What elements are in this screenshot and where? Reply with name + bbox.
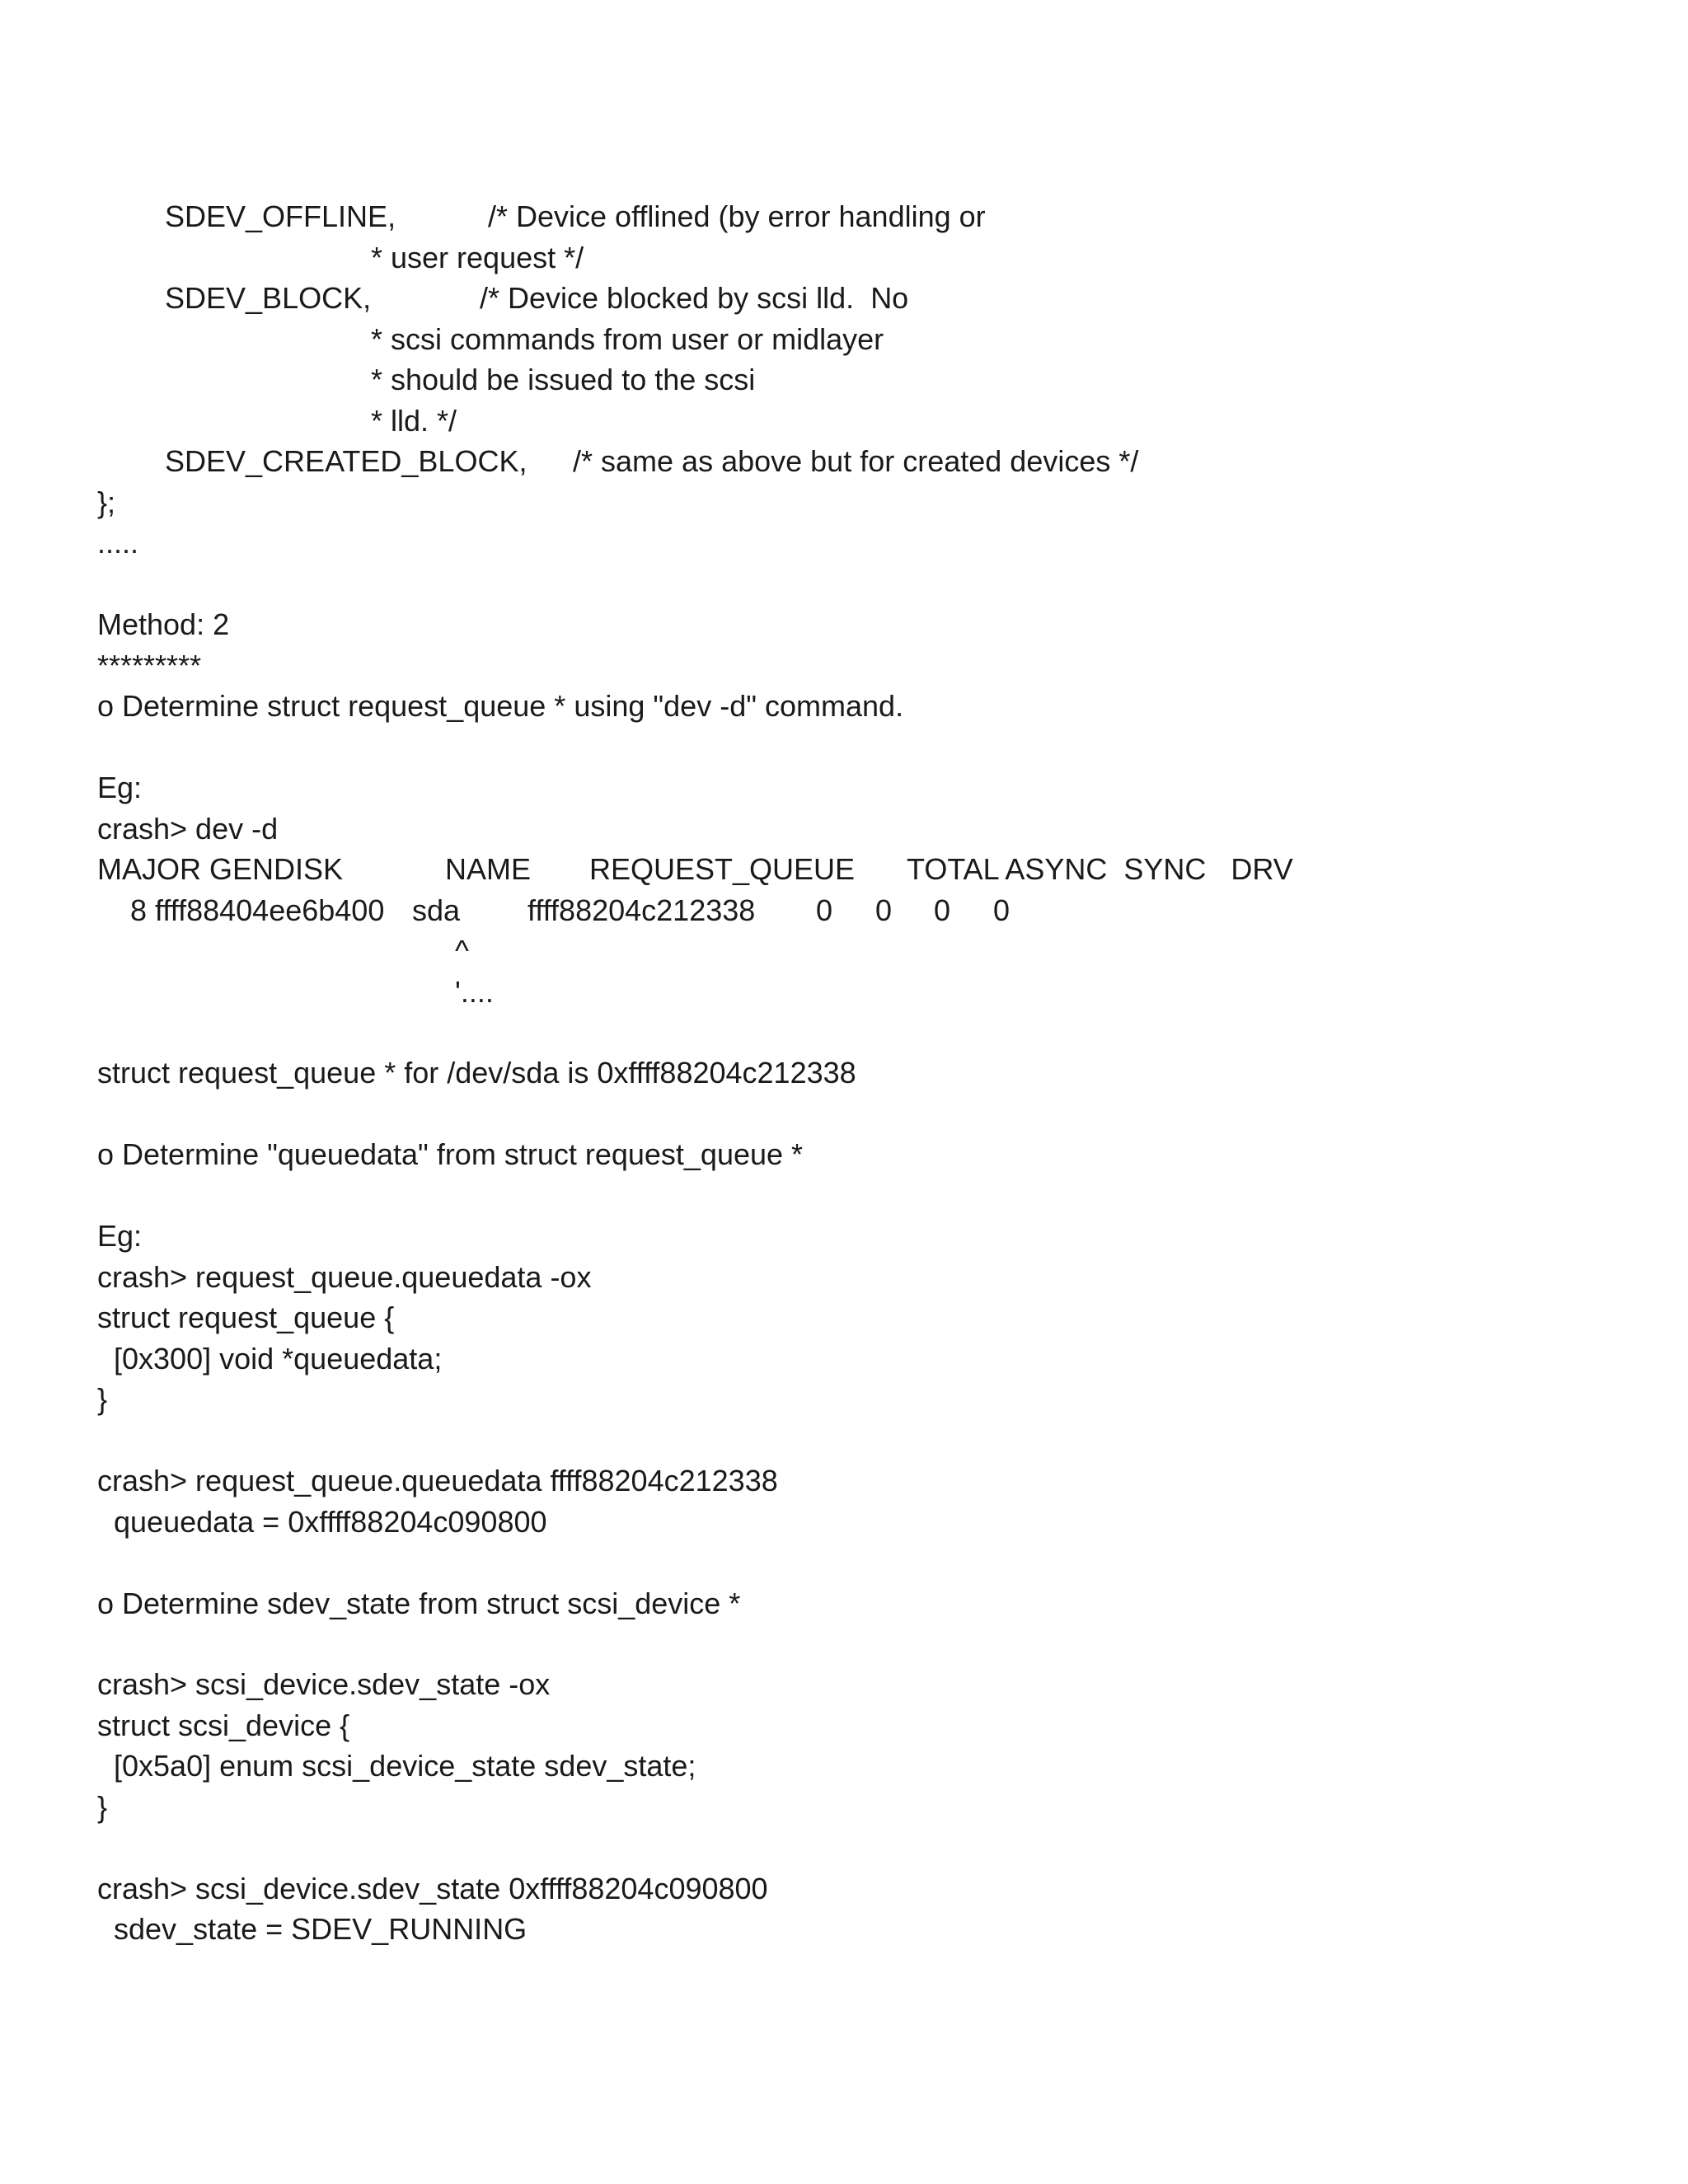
text-line: struct request_queue {: [97, 1301, 395, 1334]
text-line: o Determine "queuedata" from struct request_queue *: [97, 1137, 804, 1171]
text-line: * user request */: [371, 241, 584, 274]
text-line: o Determine struct request_queue * using "dev -d" command.: [97, 689, 904, 723]
text-line: Eg:: [97, 1219, 143, 1253]
text-line: 0: [816, 893, 833, 927]
text-line: 8 ffff88404ee6b400: [130, 893, 385, 927]
text-line: crash> request_queue.queuedata -ox: [97, 1260, 592, 1294]
text-line: [0x300] void *queuedata;: [114, 1342, 443, 1376]
text-line: }: [97, 1382, 108, 1416]
text-line: *********: [97, 649, 202, 682]
text-line: ffff88204c212338: [528, 893, 756, 927]
text-line: REQUEST_QUEUE: [589, 852, 856, 886]
text-line: .....: [97, 526, 139, 560]
text-line: crash> request_queue.queuedata ffff88204c212338: [97, 1464, 778, 1497]
text-line: Method: 2: [97, 607, 230, 641]
text-line: SDEV_BLOCK,: [165, 281, 372, 315]
text-line: 0: [875, 893, 893, 927]
text-line: * should be issued to the scsi: [371, 363, 756, 396]
text-line: * lld. */: [371, 404, 457, 438]
text-line: ^: [455, 934, 469, 968]
text-line: /* same as above but for created devices */: [573, 444, 1139, 478]
text-line: Eg:: [97, 771, 143, 804]
text-line: sdev_state = SDEV_RUNNING: [114, 1912, 528, 1946]
text-line: queuedata = 0xffff88204c090800: [114, 1505, 547, 1539]
text-line: 0: [934, 893, 951, 927]
text-line: /* Device offlined (by error handling or: [488, 199, 986, 233]
text-line: sda: [412, 893, 461, 927]
text-line: };: [97, 485, 116, 519]
text-line: crash> scsi_device.sdev_state -ox: [97, 1667, 551, 1701]
text-line: /* Device blocked by scsi lld. No: [480, 281, 909, 315]
text-line: struct scsi_device {: [97, 1708, 350, 1742]
text-line: }: [97, 1790, 108, 1824]
text-line: [0x5a0] enum scsi_device_state sdev_state;: [114, 1749, 696, 1783]
text-line: struct request_queue * for /dev/sda is 0xffff88204c212338: [97, 1056, 856, 1090]
text-line: '....: [455, 975, 494, 1009]
text-line: crash> scsi_device.sdev_state 0xffff88204c090800: [97, 1872, 768, 1905]
text-line: SDEV_CREATED_BLOCK,: [165, 444, 528, 478]
text-line: NAME: [445, 852, 532, 886]
text-line: * scsi commands from user or midlayer: [371, 322, 884, 356]
text-line: o Determine sdev_state from struct scsi_device *: [97, 1586, 741, 1620]
text-line: SDEV_OFFLINE,: [165, 199, 396, 233]
text-line: TOTAL ASYNC SYNC DRV: [907, 852, 1293, 886]
text-line: MAJOR GENDISK: [97, 852, 344, 886]
text-line: crash> dev -d: [97, 812, 279, 846]
text-line: 0: [993, 893, 1010, 927]
